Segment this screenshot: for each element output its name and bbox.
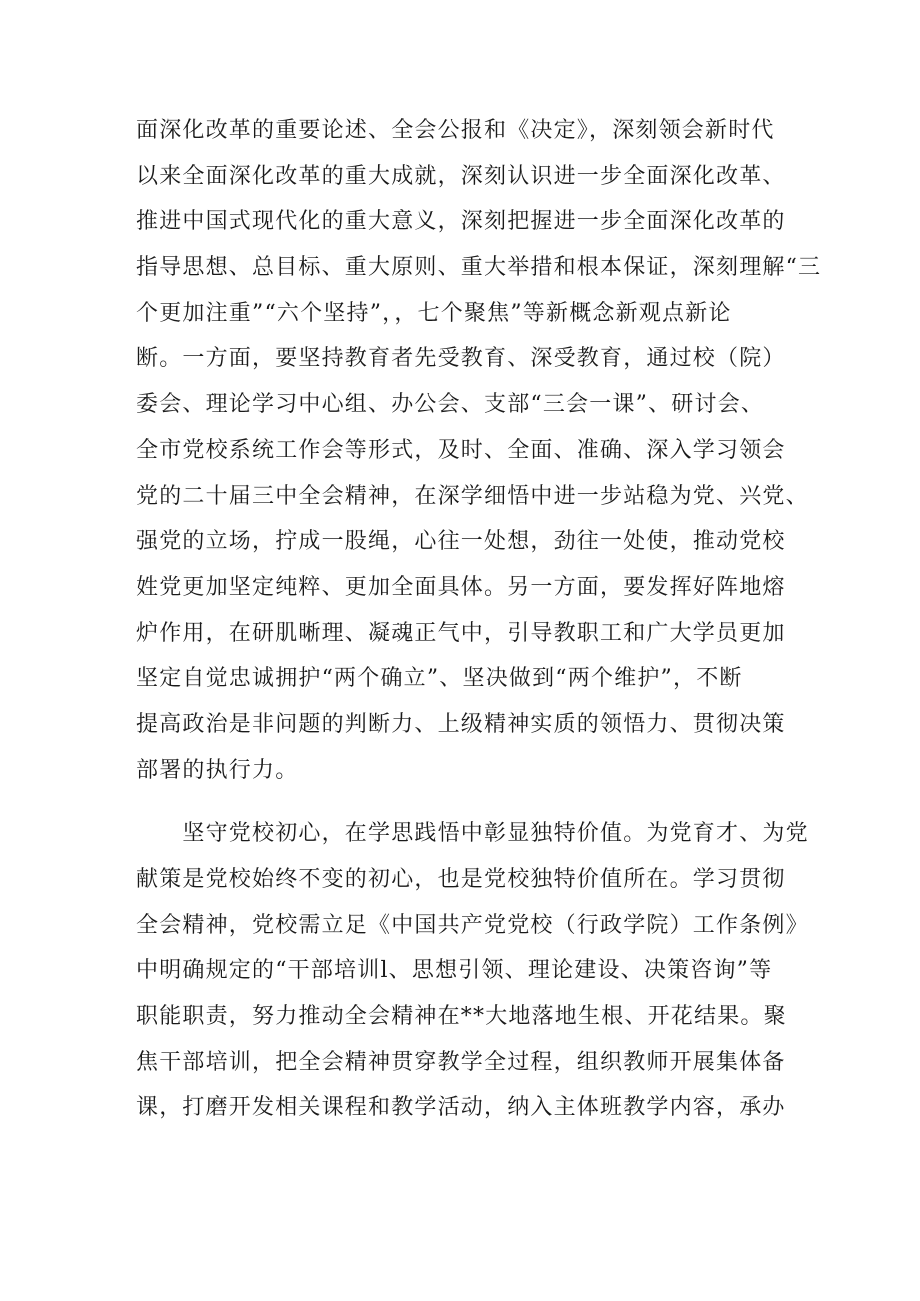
text-line: 指导思想、总目标、重大原则、重大举措和根本保证，深刻理解“三 [136, 255, 822, 281]
text-line: 炉作用，在研肌晰理、凝魂正气中，引导教职工和广大学员更加 [136, 620, 786, 646]
text-line: 献策是党校始终不变的初心，也是党校独特价值所在。学习贯彻 [136, 867, 786, 892]
paragraph-2 [136, 811, 809, 1131]
text-line: 强党的立场，拧成一股绳，心往一处想，劲往一处使，推动党校 [136, 529, 786, 555]
text-line: 党的二十届三中全会精神，在深学细悟中进一步站稳为党、兴党、 [136, 483, 809, 509]
text-line: 部署的执行力。 [136, 757, 299, 783]
text-line: 全会精神，党校需立足《中国共产党党校（行政学院）工作条例》 [136, 912, 809, 938]
paragraph-spacer [136, 793, 788, 811]
text-line: 推进中国式现代化的重大意义，深刻把握进一步全面深化改革的 [136, 209, 786, 235]
document-body [136, 108, 822, 1131]
text-line: 姓党更加坚定纯粹、更加全面具体。另一方面，要发挥好阵地熔 [136, 574, 786, 600]
text-line: 以来全面深化改革的重大成就，深刻认识进一步全面深化改革、 [136, 163, 786, 189]
text-line: 提高政治是非问题的判断力、上级精神实质的领悟力、贯彻决策 [136, 711, 786, 737]
text-line: 个更加注重”“六个坚持”，，七个聚焦”等新概念新观点新论 [136, 300, 732, 326]
text-line: 全市党校系统工作会等形式，及时、全面、准确、深入学习领会 [136, 437, 786, 463]
text-line: 委会、理论学习中心组、办公会、支部“三会一课”、研讨会、 [136, 392, 765, 418]
text-line: 职能职责，努力推动全会精神在**大地落地生根、开花结果。聚 [136, 1004, 787, 1030]
text-line: 坚守党校初心，在学思践悟中彰显独特价值。为党育才、为党 [136, 821, 809, 847]
text-line: 焦干部培训，把全会精神贯穿教学全过程，组织教师开展集体备 [136, 1049, 786, 1075]
paragraph-1 [136, 108, 822, 793]
text-line: 中明确规定的“干部培训l、思想引领、理论建设、决策咨询”等 [136, 958, 773, 984]
text-line: 坚定自觉忠诚拥护“两个确立”、坚决做到“两个维护”，不断 [136, 666, 743, 692]
text-line: 断。一方面，要坚持教育者先受教育、深受教育，通过校（院） [136, 346, 786, 372]
text-line: 课，打磨开发相关课程和教学活动，纳入主体班教学内容，承办 [136, 1095, 786, 1121]
text-line: 面深化改革的重要论述、全会公报和《决定》，深刻领会新时代 [136, 118, 775, 143]
